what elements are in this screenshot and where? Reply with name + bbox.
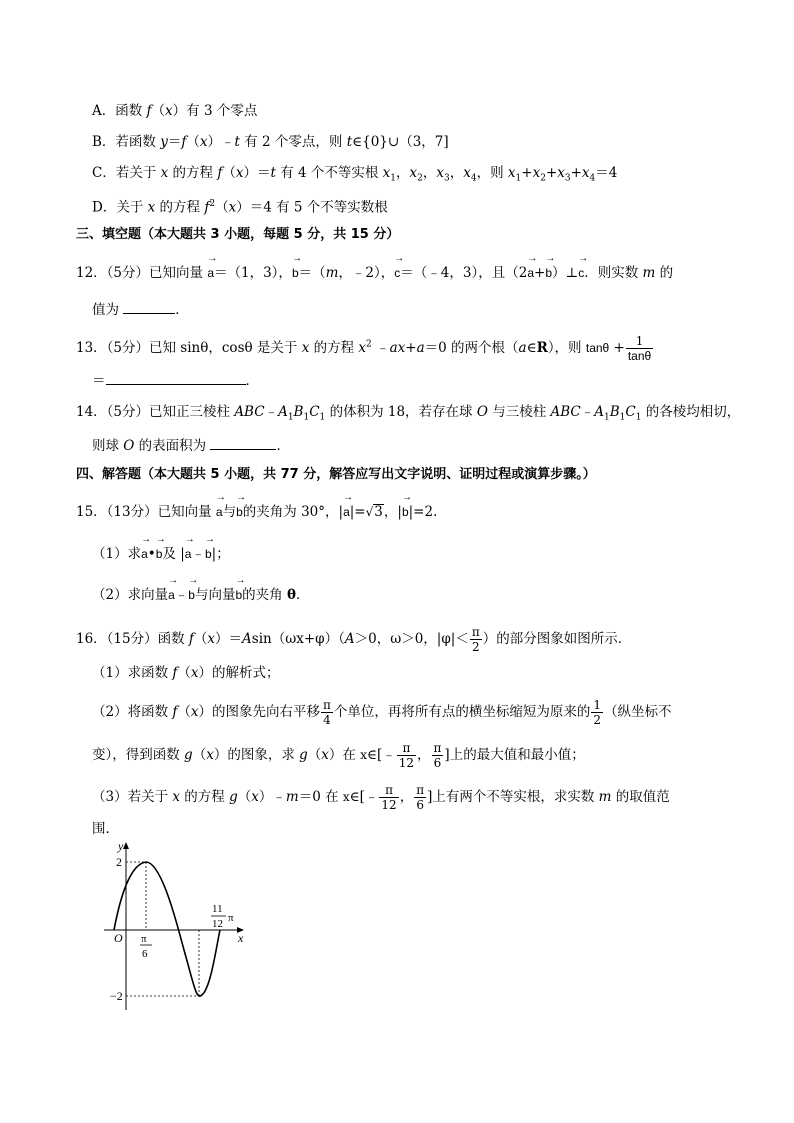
sine-curve	[114, 862, 220, 996]
q16-sub2-line2: 变），得到函数 g（x）的图象，求 g（x）在 x∈[﹣ $\frac{\pi}{12}$ ， $\frac{\pi}{6}$ ]上的最大值和最小值；	[92, 741, 585, 770]
y-axis-arrow-icon	[123, 842, 129, 849]
q15-text: 15．（13分）已知向量 → a与→ b的夹角为 30°，|→ a|=√3，|→ b|=2．	[76, 503, 447, 521]
q11-option-a: A．函数 f（x）有 3 个零点	[92, 103, 258, 119]
q14-line2: 则球 O 的表面积为 ．	[92, 435, 290, 455]
answer-blank[interactable]	[210, 435, 276, 450]
tick-pi6-den: 6	[142, 948, 148, 960]
q12-line2: 值为 ．	[92, 299, 189, 319]
answer-blank[interactable]	[106, 370, 246, 385]
q12-text: 12．（5分）已知向量 → a＝（1，3），→ b＝（m，﹣2），→ c＝（﹣4，3），且（2→ a+→ b）⊥→ c．则实数 m 的	[76, 264, 673, 282]
q11-option-c: C．若关于 x 的方程 f（x）＝t 有 4 个不等实根 $x_1$，$x_2$，$x_3$，$x_4$，则 $x_1+x_2+x_3+x_4=4$	[92, 165, 618, 184]
q11-option-d: D．关于 x 的方程 $f^2(x)=4$ 有 5 个不等实数根	[92, 199, 388, 216]
q16-sub3-line2: 围．	[92, 821, 119, 837]
q13-text: 13．（5分）已知 sinθ，cosθ 是关于 x 的方程 $x^2$ ﹣ax+a＝0 的两个根（a∈R），则 tanθ + $\frac{1}{\tan\theta}$	[76, 334, 652, 363]
tick-11-den: 12	[212, 918, 223, 930]
x-axis-label: x	[238, 931, 244, 945]
section-3-title: 三、填空题（本大题共 3 小题，每题 5 分，共 15 分）	[76, 227, 400, 242]
tick-pi6-num: π	[141, 933, 147, 945]
q16-sub2: （2）将函数 f（x）的图象先向右平移 $\frac{\pi}{4}$ 个单位，再将所有点的横坐标缩短为原来的 $\frac{1}{2}$ （纵坐标不	[92, 698, 672, 727]
q14-text: 14．（5分）已知正三棱柱 $ABC﹣A_1B_1C_1$ 的体积为 18，若存在球 O 与三棱柱 $ABC﹣A_1B_1C_1$ 的各棱均相切，	[76, 404, 741, 423]
section-4-title: 四、解答题（本大题共 5 小题，共 77 分，解答应写出文字说明、证明过程或演算步骤。）	[76, 467, 596, 482]
q16-sub1: （1）求函数 f（x）的解析式；	[92, 665, 280, 681]
q13-line2: ＝ ．	[92, 370, 259, 390]
q11-option-b: B．若函数 y＝f（x）﹣t 有 2 个零点，则 t∈{0}∪（3，7]	[92, 134, 449, 150]
tick-11-num: 11	[212, 903, 223, 915]
origin-label: O	[114, 931, 123, 945]
q16-text: 16．（15分）函数 f（x）＝Asin（ωx+φ）（A＞0，ω＞0，|φ|＜ $\frac{\pi}{2}$ ）的部分图象如图所示．	[76, 625, 632, 654]
y-max-label: 2	[116, 855, 122, 869]
q16-sub3: （3）若关于 x 的方程 g（x）﹣m＝0 在 x∈[﹣ $\frac{\pi}{12}$ ， $\frac{\pi}{6}$ ]上有两个不等实根，求实数 m 的取值范	[92, 783, 670, 812]
q15-sub2: （2）求向量→ a﹣→ b与向量→ b的夹角 θ．	[92, 586, 309, 604]
sine-graph-figure	[100, 838, 260, 1018]
q15-sub1: （1）求→ a•→ b及 |→ a﹣→ b|；	[92, 545, 230, 563]
y-min-label: −2	[110, 989, 123, 1003]
tick-11-pi: π	[228, 912, 234, 924]
answer-blank[interactable]	[123, 299, 175, 314]
y-axis-label: y	[118, 839, 124, 853]
